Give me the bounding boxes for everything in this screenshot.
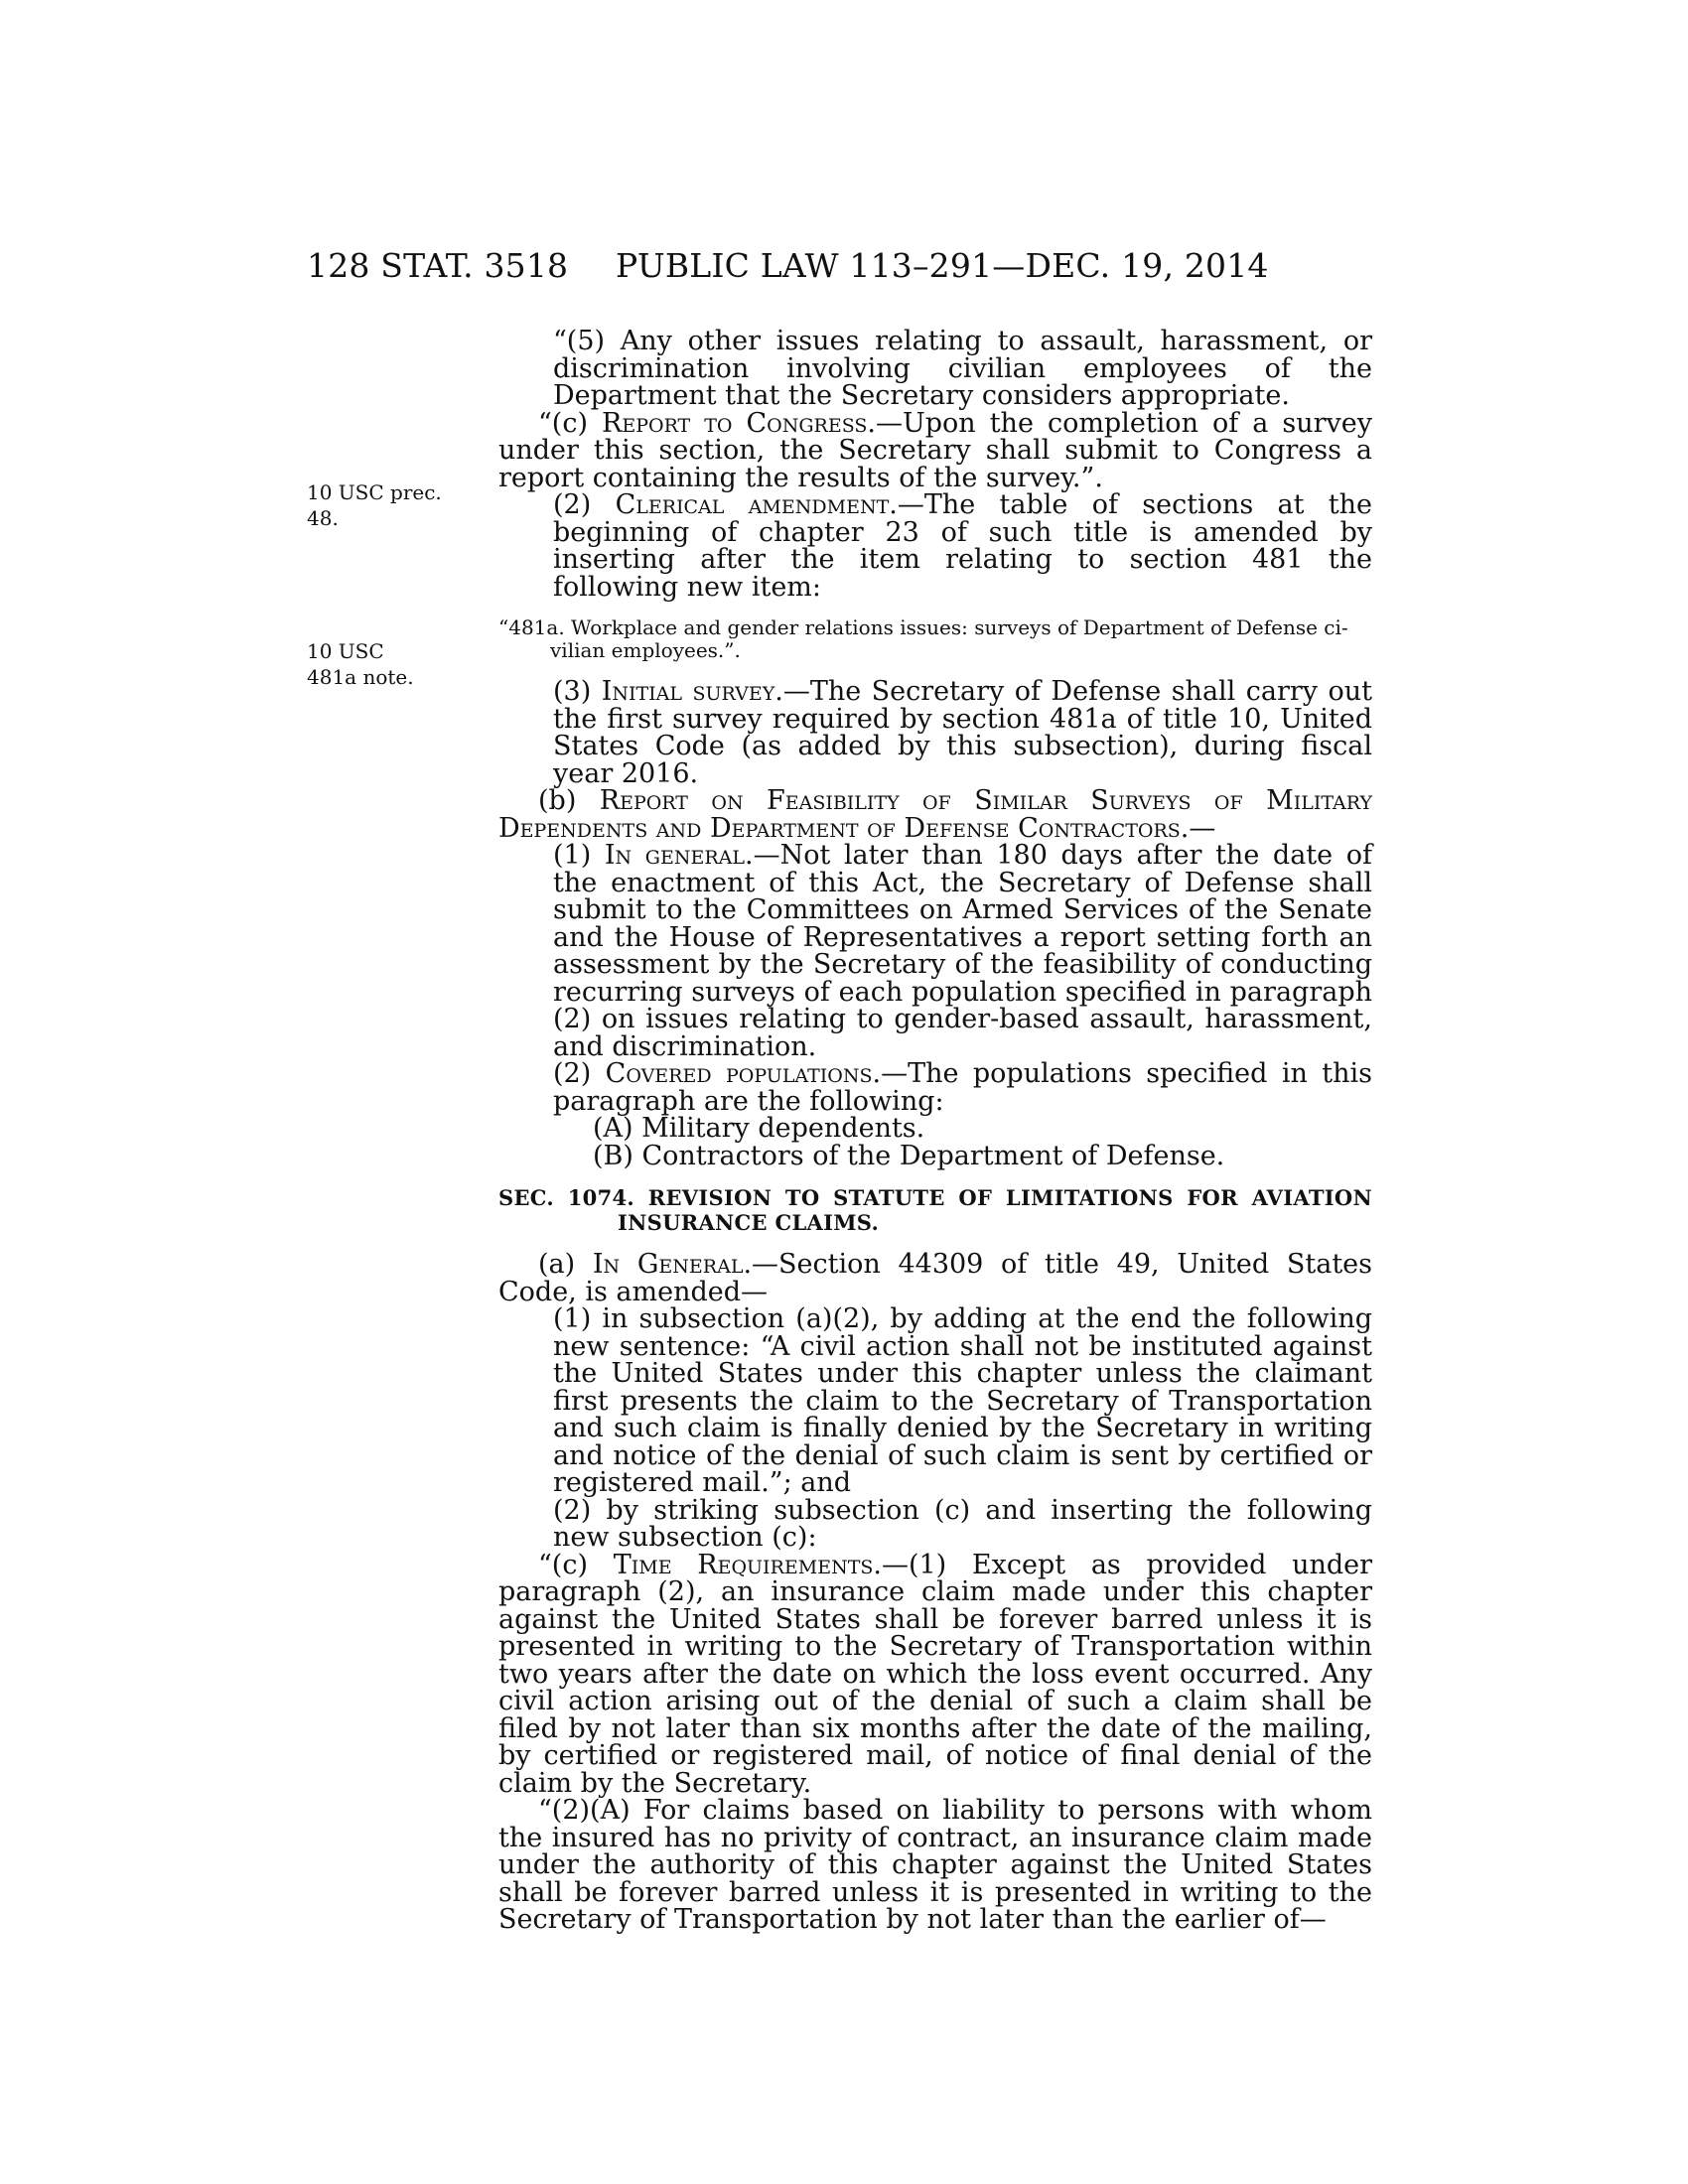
toc-item-text: “481a. Workplace and gender relations issues: surveys of Department of Defense ci- [498, 615, 1348, 639]
paragraph-text: .—(1) Except as provided under paragraph (2), an insurance claim made under this chapter against the United States shall be forever barred unless it is presented in writing to the Secretary of Transportation within two years after the date on which the loss event occurred. Any civil action arising out of the denial of such a claim shall be filed by not later than six months after the date of the mailing, by certified or registered mail, of notice of final denial of the claim by the Secretary. [498, 1549, 1373, 1799]
paragraph-military-dependents: (A) Military dependents. [593, 1113, 925, 1144]
paragraph-time-requirements [498, 1549, 1373, 1799]
para-number: (a) [538, 1249, 593, 1280]
paragraph-heading: Report to Congress [602, 407, 868, 439]
margin-note-usc-481a-note: 10 USC 481a note. [307, 639, 414, 689]
paragraph-a-in-general [498, 1251, 1372, 1305]
para-number: (2) [553, 1058, 606, 1089]
paragraph-heading: In General [592, 1249, 744, 1280]
paragraph-text: .— [1180, 812, 1216, 844]
paragraph-heading: Initial survey [601, 676, 775, 707]
paragraph-covered-populations [498, 1060, 1372, 1115]
para-number: “(c) [538, 407, 603, 439]
paragraph-issue-5: “(5) Any other issues relating to assault, harassment, or discrimination involving civilian employees of the Department that the Secretary considers appropriate. [553, 326, 1372, 411]
paragraph-contractors: (B) Contractors of the Department of Defense. [593, 1140, 1225, 1171]
toc-item-continuation: vilian employees.”. [550, 638, 741, 662]
paragraph-text: .—The populations specified in this paragraph are the following: [553, 1058, 1372, 1117]
para-number: (b) [538, 785, 600, 816]
paragraph-text: .—Section 44309 of title 49, United States Code, is amended— [498, 1249, 1373, 1307]
document-body [498, 328, 1372, 1934]
paragraph-text: .—Upon the completion of a survey under this section, the Secretary shall submit to Congress a report containing the results of the survey.”. [498, 407, 1372, 493]
paragraph-claims-no-privity: “(2)(A) For claims based on liability to persons with whom the insured has no privity of contract, an insurance claim made under the authority of this chapter against the United States shall be forever barred unless it is presented in writing to the Secretary of Transportation by not later than the earlier of— [498, 1795, 1372, 1935]
para-number: “(c) [538, 1549, 614, 1580]
paragraph-report-on-feasibility [498, 787, 1372, 842]
para-number: (1) [553, 840, 605, 871]
paragraph-initial-survey [498, 678, 1372, 787]
paragraph-text: .—Not later than 180 days after the date of the enactment of this Act, the Secretary of Defense shall submit to the Committees on Armed Services of the Senate and the House of Representatives a report setting forth an assessment by the Secretary of the feasibility of conducting recurring surveys of each population specified in paragraph (2) on issues relating to gender-based assault, harassment, and discrimination. [553, 840, 1373, 1062]
paragraph-heading: Clerical amendment [615, 489, 890, 520]
paragraph-heading: In general [604, 840, 745, 871]
paragraph-heading: Time Requirements [613, 1549, 874, 1580]
section-heading-1074: SEC. 1074. REVISION TO STATUTE OF LIMITATIONS FOR AVIATION INSURANCE CLAIMS. [498, 1185, 1372, 1235]
paragraph-in-general [498, 842, 1372, 1060]
paragraph-text: .—The Secretary of Defense shall carry out the first survey required by section 481a of title 10, United States Code (as added by this subsection), during fiscal year 2016. [553, 676, 1372, 789]
running-header: PUBLIC LAW 113–291—DEC. 19, 2014 [616, 246, 1269, 285]
para-number: (2) [553, 489, 616, 520]
paragraph-report-to-congress [498, 407, 1372, 493]
page-stat-number: 128 STAT. 3518 [307, 246, 569, 285]
paragraph-heading: Covered populations [605, 1058, 873, 1089]
paragraph-clerical-amendment [498, 491, 1372, 601]
paragraph-heading: Report on Feasibility of Similar Surveys of Military Dependents and Department of Defense Contractors [498, 785, 1372, 844]
para-number: (3) [553, 676, 602, 707]
paragraph-text: .—The table of sections at the beginning of chapter 23 of such title is amended by inserting after the item relating to section 481 the following new item: [553, 489, 1372, 603]
table-of-sections-item [498, 616, 1372, 662]
paragraph-amendment-1: (1) in subsection (a)(2), by adding at the end the following new sentence: “A civil action shall not be instituted against the United States under this chapter unless the claimant first presents the claim to the Secretary of Transportation and such claim is finally denied by the Secretary in writing and notice of the denial of such claim is sent by certified or registered mail.”; and [553, 1303, 1372, 1498]
paragraph-amendment-2: (2) by striking subsection (c) and inserting the following new subsection (c): [553, 1494, 1372, 1553]
margin-note-usc-prec-48: 10 USC prec. 48. [307, 480, 442, 530]
